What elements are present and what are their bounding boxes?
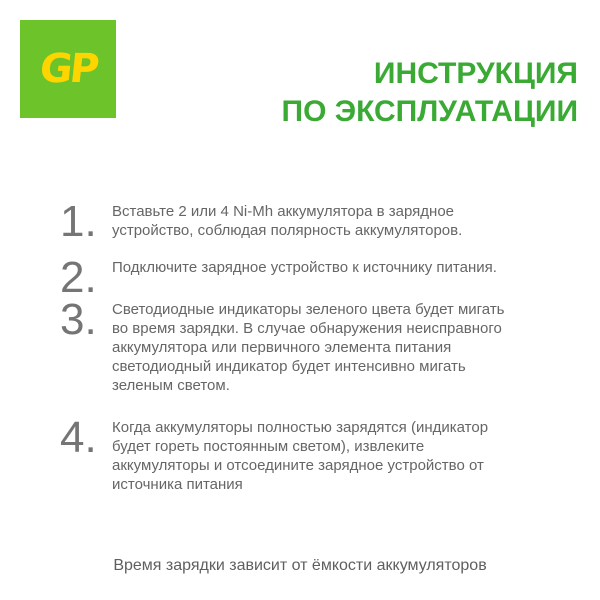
step-line: Когда аккумуляторы полностью зарядятся (индикатор: [112, 419, 489, 436]
step-number: 4.: [60, 413, 97, 462]
step-text: [112, 258, 580, 277]
page-title: [282, 55, 578, 131]
step-number: 2.: [60, 253, 97, 302]
step-line: аккумулятора или первичного элемента питания: [112, 339, 452, 356]
step-line: аккумуляторы и отсоедините зарядное устройство от: [112, 457, 484, 474]
step-line: Светодиодные индикаторы зеленого цвета будет мигать: [112, 301, 505, 318]
step-line: источника питания: [112, 476, 243, 493]
step-line: устройство, соблюдая полярность аккумуляторов.: [112, 222, 463, 239]
step-text: [112, 418, 580, 494]
step-line: Вставьте 2 или 4 Ni-Mh аккумулятора в зарядное: [112, 203, 454, 220]
step-line: светодиодный индикатор будет интенсивно мигать: [112, 358, 466, 375]
charging-time-note: Время зарядки зависит от ёмкости аккумуляторов: [113, 557, 487, 574]
step-line: во время зарядки. В случае обнаружения неисправного: [112, 320, 502, 337]
step-text: [112, 202, 580, 240]
logo-text: GP: [37, 46, 99, 92]
step-number: 1.: [60, 197, 97, 246]
title-line-1: ИНСТРУКЦИЯ: [373, 57, 578, 90]
step-number: 3.: [60, 295, 97, 344]
step-line: зеленым светом.: [112, 377, 230, 394]
step-text: [112, 300, 580, 395]
gp-logo: [20, 20, 116, 118]
step-line: будет гореть постоянным светом), извлеките: [112, 438, 425, 455]
title-line-2: ПО ЭКСПЛУАТАЦИИ: [281, 95, 578, 128]
step-line: Подключите зарядное устройство к источнику питания.: [112, 259, 497, 276]
